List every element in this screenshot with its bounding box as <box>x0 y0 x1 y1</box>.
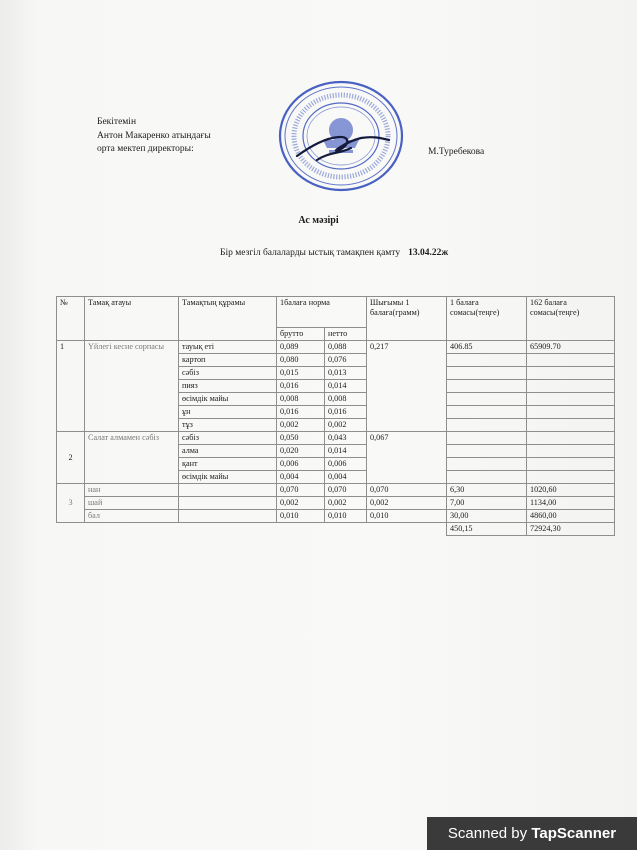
net-value: 0,070 <box>325 484 367 497</box>
cost-all-value: 4860,00 <box>527 510 615 523</box>
empty-cell <box>179 497 277 510</box>
menu-date: 13.04.22ж <box>408 248 449 258</box>
gross-value: 0,008 <box>277 393 325 406</box>
net-value: 0,006 <box>325 458 367 471</box>
gross-value: 0,015 <box>277 367 325 380</box>
empty-cell <box>57 523 447 536</box>
gross-value: 0,010 <box>277 510 325 523</box>
net-value: 0,002 <box>325 419 367 432</box>
total-cost-one: 450,15 <box>447 523 527 536</box>
dish-name: Үйлегі кесне сорпасы <box>85 341 179 432</box>
dish-name: бал <box>85 510 179 523</box>
dish-name: шай <box>85 497 179 510</box>
header-cost-all: 162 балаға сомасы(теңге) <box>527 297 615 341</box>
empty-cell <box>447 432 527 445</box>
output-value: 0,070 <box>367 484 447 497</box>
empty-cell <box>179 484 277 497</box>
approval-line-2: Антон Макаренко атындағы <box>97 130 211 141</box>
empty-cell <box>527 445 615 458</box>
ingredient: өсімдік майы <box>179 471 277 484</box>
net-value: 0,076 <box>325 354 367 367</box>
empty-cell <box>527 419 615 432</box>
table-row <box>57 497 615 510</box>
net-value: 0,016 <box>325 406 367 419</box>
empty-cell <box>527 393 615 406</box>
net-value: 0,013 <box>325 367 367 380</box>
gross-value: 0,006 <box>277 458 325 471</box>
gross-value: 0,016 <box>277 380 325 393</box>
header-dish: Тамақ атауы <box>85 297 179 341</box>
empty-cell <box>527 380 615 393</box>
cost-all-value: 1134,00 <box>527 497 615 510</box>
empty-cell <box>527 458 615 471</box>
school-seal-stamp <box>277 80 405 192</box>
empty-cell <box>447 367 527 380</box>
header-net: нетто <box>325 328 367 341</box>
gross-value: 0,002 <box>277 419 325 432</box>
empty-cell <box>447 445 527 458</box>
ingredient: сәбіз <box>179 367 277 380</box>
net-value: 0,043 <box>325 432 367 445</box>
totals-row <box>57 523 615 536</box>
net-value: 0,010 <box>325 510 367 523</box>
net-value: 0,002 <box>325 497 367 510</box>
net-value: 0,004 <box>325 471 367 484</box>
table-row <box>57 341 615 354</box>
header-no: № <box>57 297 85 341</box>
header-norm: 1балаға норма <box>277 297 367 328</box>
approval-line-3: орта мектеп директоры: <box>97 144 194 154</box>
gross-value: 0,070 <box>277 484 325 497</box>
output-value: 0,067 <box>367 432 447 484</box>
header-cost-one: 1 балаға сомасы(теңге) <box>447 297 527 341</box>
dish-name: Салат алмамен сәбіз <box>85 432 179 484</box>
page-subtitle <box>220 248 448 258</box>
output-value: 0,217 <box>367 341 447 432</box>
empty-cell <box>527 471 615 484</box>
empty-cell <box>447 380 527 393</box>
ingredient: ұн <box>179 406 277 419</box>
gross-value: 0,004 <box>277 471 325 484</box>
approval-line-1: Бекітемін <box>97 117 137 127</box>
net-value: 0,014 <box>325 445 367 458</box>
ingredient: тұз <box>179 419 277 432</box>
subtitle-text: Бір мезгіл балаларды ыстық тамақпен қамту <box>220 248 401 258</box>
ingredient: қант <box>179 458 277 471</box>
empty-cell <box>447 471 527 484</box>
empty-cell <box>447 393 527 406</box>
cost-one-value: 30,00 <box>447 510 527 523</box>
gross-value: 0,002 <box>277 497 325 510</box>
cost-all-value: 65909.70 <box>527 341 615 354</box>
ingredient: өсімдік майы <box>179 393 277 406</box>
total-cost-all: 72924,30 <box>527 523 615 536</box>
net-value: 0,014 <box>325 380 367 393</box>
empty-cell <box>447 419 527 432</box>
header-output: Шығымы 1 балаға(грамм) <box>367 297 447 341</box>
net-value: 0,088 <box>325 341 367 354</box>
header-composition: Тамақтың құрамы <box>179 297 277 341</box>
empty-cell <box>527 406 615 419</box>
empty-cell <box>527 432 615 445</box>
empty-cell <box>179 510 277 523</box>
gross-value: 0,020 <box>277 445 325 458</box>
header-gross: брутто <box>277 328 325 341</box>
cost-one-value: 7,00 <box>447 497 527 510</box>
director-name: М.Туребекова <box>428 147 485 157</box>
dish-number: 3 <box>57 484 85 523</box>
table-header-row <box>57 297 615 328</box>
watermark-prefix: Scanned by <box>447 825 528 842</box>
output-value: 0,010 <box>367 510 447 523</box>
net-value: 0,008 <box>325 393 367 406</box>
tapscanner-watermark <box>427 817 637 850</box>
table-row <box>57 432 615 445</box>
empty-cell <box>447 458 527 471</box>
ingredient: алма <box>179 445 277 458</box>
ingredient: тауық еті <box>179 341 277 354</box>
table-row <box>57 484 615 497</box>
cost-one-value: 6,30 <box>447 484 527 497</box>
gross-value: 0,089 <box>277 341 325 354</box>
page-title: Ас мәзірі <box>298 215 339 226</box>
empty-cell <box>447 354 527 367</box>
dish-number: 1 <box>57 341 85 432</box>
empty-cell <box>447 406 527 419</box>
menu-table <box>56 296 615 536</box>
table-row <box>57 510 615 523</box>
cost-all-value: 1020,60 <box>527 484 615 497</box>
output-value: 0,002 <box>367 497 447 510</box>
empty-cell <box>527 367 615 380</box>
cost-one-value: 406.85 <box>447 341 527 354</box>
ingredient: пияз <box>179 380 277 393</box>
gross-value: 0,016 <box>277 406 325 419</box>
watermark-brand: TapScanner <box>531 825 617 842</box>
empty-cell <box>527 354 615 367</box>
gross-value: 0,080 <box>277 354 325 367</box>
dish-number: 2 <box>57 432 85 484</box>
ingredient: картоп <box>179 354 277 367</box>
approval-block <box>97 116 211 157</box>
ingredient: сәбіз <box>179 432 277 445</box>
dish-name: нан <box>85 484 179 497</box>
gross-value: 0,050 <box>277 432 325 445</box>
